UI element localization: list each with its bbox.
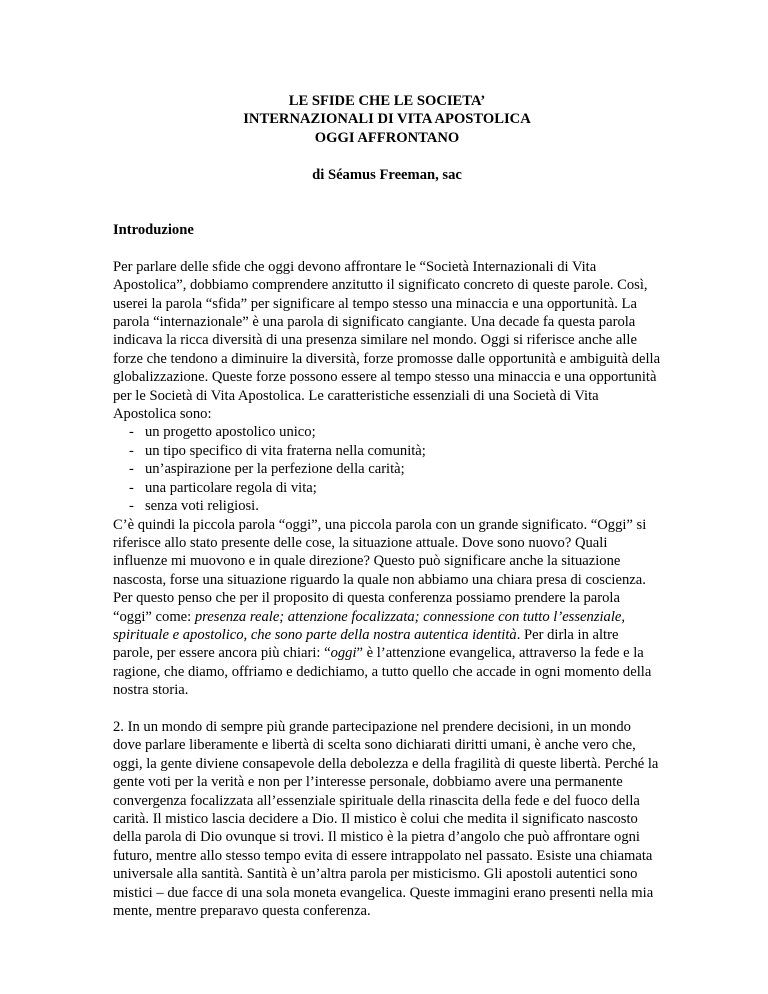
- document-title: [113, 92, 661, 147]
- list-item: [129, 479, 661, 497]
- list-dash: -: [129, 424, 134, 441]
- list-item-text: una particolare regola di vita;: [145, 479, 317, 496]
- paragraph-3-mid: . Per dirla in altre parole, per essere ancora più chiari: “: [113, 626, 619, 662]
- list-item-text: un’aspirazione per la perfezione della carità;: [145, 461, 405, 478]
- list-item-text: un progetto apostolico unico;: [145, 424, 316, 441]
- paragraph-3-italic-word: oggi: [330, 645, 357, 662]
- section-heading-introduzione: Introduzione: [113, 222, 194, 239]
- list-item: [129, 460, 661, 478]
- title-line: LE SFIDE CHE LE SOCIETA’: [288, 93, 486, 109]
- list-dash: -: [129, 442, 134, 459]
- list-item: [129, 442, 661, 460]
- list-item: [129, 497, 661, 515]
- list-item: [129, 423, 661, 441]
- list-item-text: un tipo specifico di vita fraterna nella comunità;: [145, 442, 426, 459]
- list-dash: -: [129, 498, 134, 515]
- paragraph-4: 2. In un mondo di sempre più grande partecipazione nel prendere decisioni, in un mondo dove parlare liberamente e libertà di scelta sono dichiarati diritti umani, è anche vero che, oggi, la gente diviene consapevole della debolezza e della fragilità di queste libertà. Perché la gente voti per la verità e non per l’interesse personale, dobbiamo avere una permanente convergenza focalizzata all’essenziale spirituale della rinascita della fede e del fuoco della carità. Il mistico lascia decidere a Dio. Il mistico è colui che medita il significato nascosto della parola di Dio ovunque si trovi. Il mistico è la pietra d’angolo che può affrontare ogni futuro, mentre allo stesso tempo evita di essere intrappolato nel passato. Esiste una chiamata universale alla santità. Santità è un’altra parola per misticismo. Gli apostoli autentici sono mistici – due facce di una sola moneta evangelica. Queste immagini erano presenti nella mia mente, mentre preparavo questa conferenza.: [113, 718, 659, 920]
- list-item-text: senza voti religiosi.: [145, 498, 259, 515]
- author-byline: di Séamus Freeman, sac: [312, 166, 462, 183]
- paragraph-3: [113, 589, 661, 699]
- paragraph-1: Per parlare delle sfide che oggi devono affrontare le “Società Internazionali di Vita Apostolica”, dobbiamo comprendere anzitutto il significato concreto di queste parole. Così, userei la parola “sfida” per significare al tempo stesso una minaccia e una opportunità. La parola “internazionale” è una parola di significato cangiante. Una decade fa questa parola indicava la ricca diversità di una presenza similare nel mondo. Oggi si riferisce anche alle forze che tendono a diminuire la diversità, forze promosse dalle opportunità e ambiguità della globalizzazione. Queste forze possono essere al tempo stesso una minaccia e una opportunità per le Società di Vita Apostolica. Le caratteristiche essenziali di una Società di Vita Apostolica sono:: [113, 258, 661, 423]
- title-line: INTERNAZIONALI DI VITA APOSTOLICA: [243, 111, 531, 128]
- paragraph-3-tail: ” è l’attenzione evangelica, attraverso la fede e la ragione, che diamo, offriamo e dedichiamo, a tutto quello che accade in ogni momento della nostra storia.: [113, 645, 652, 699]
- paragraph-3-italic: presenza reale; attenzione focalizzata; connessione con tutto l’essenziale, spirituale e apostolico, che sono parte della nostra autentica identità: [113, 608, 626, 643]
- characteristics-list: [113, 423, 661, 515]
- title-line: OGGI AFFRONTANO: [314, 129, 460, 146]
- list-dash: -: [129, 479, 134, 496]
- paragraph-2: C’è quindi la piccola parola “oggi”, una piccola parola con un grande significato. “Oggi” si riferisce allo stato presente delle cose, la situazione attuale. Dove sono nuovo? Quali influenze mi muovono e in quale direzione? Questo può significare anche la situazione nascosta, forse una situazione riguardo la quale non abbiamo una chiara presa di coscienza.: [113, 516, 647, 588]
- document-page: [113, 92, 661, 920]
- paragraph-3-lead: Per questo penso che per il proposito di questa conferenza possiamo prendere la parola “oggi” come:: [113, 590, 620, 625]
- list-dash: -: [129, 461, 134, 478]
